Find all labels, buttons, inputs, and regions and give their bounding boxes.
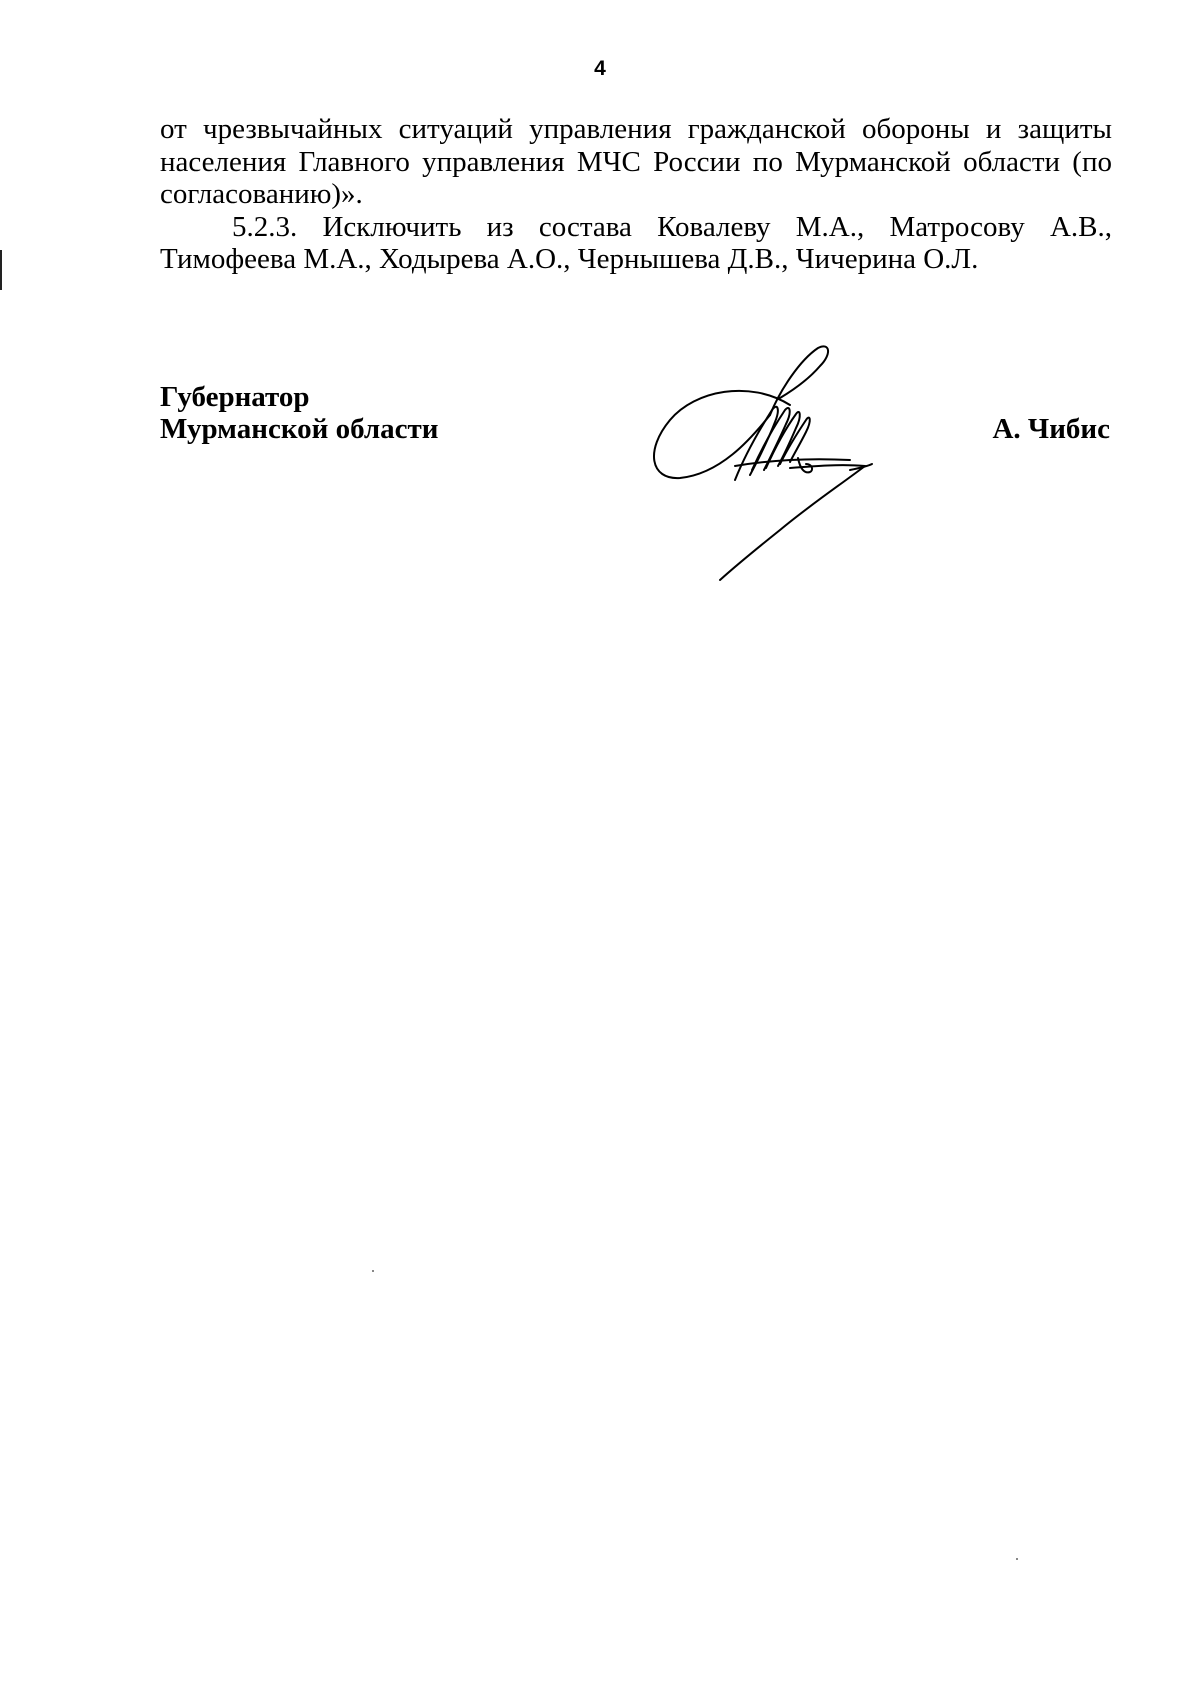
scan-margin-mark — [0, 250, 2, 290]
document-body — [160, 113, 1112, 276]
signatory-title-line-2: Мурманской области — [160, 413, 439, 445]
paragraph-continuation: от чрезвычайных ситуаций управления гражданской обороны и защиты населения Главного управления МЧС России по Мурманской области (по согласованию)». — [160, 113, 1112, 210]
signatory-name: А. Чибис — [992, 413, 1110, 445]
page-number: 4 — [594, 57, 606, 80]
signatory-title — [160, 381, 438, 445]
handwritten-signature — [640, 340, 940, 590]
signatory-title-line-1: Губернатор — [160, 381, 310, 413]
paragraph-item-5-2-3: 5.2.3. Исключить из состава Ковалеву М.А., Матросову А.В., Тимофеева М.А., Ходырева А.О., Чернышева Д.В., Чичерина О.Л. — [160, 210, 1112, 275]
scan-speck — [372, 1270, 374, 1272]
scan-speck — [1016, 1558, 1018, 1560]
